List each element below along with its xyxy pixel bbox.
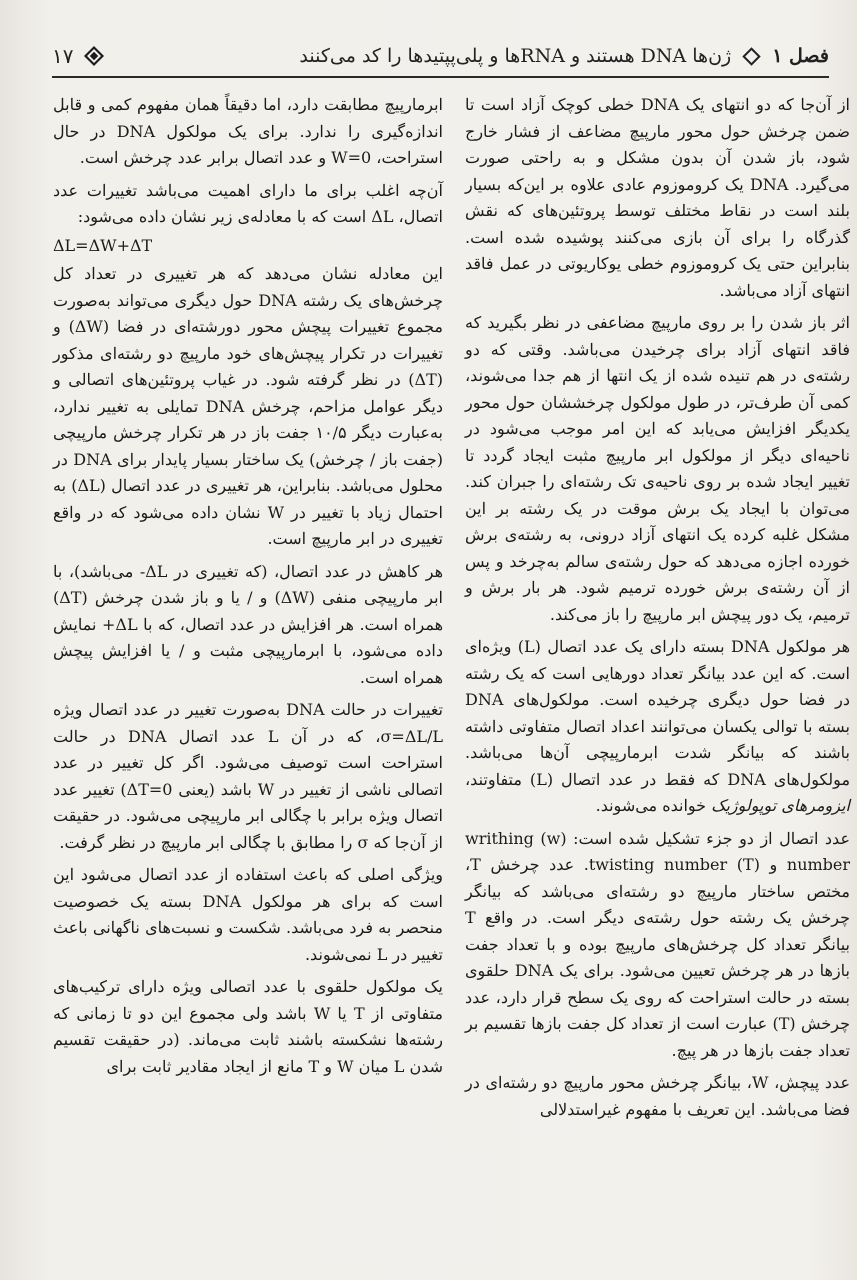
- paragraph: [465, 634, 850, 820]
- diamond-outline-icon: [743, 47, 761, 65]
- paragraph: یک مولکول حلقوی با عدد اتصالی ویژه دارای ترکیب‌های متفاوتی از T یا W باشد ولی مجموع این دو تا زمانی که رشته‌ها نشکسته باشند ثابت می‌ماند. (در حقیقت تقسیم شدن L میان W و T مانع از ایجاد مقادیر ثابت برای: [53, 977, 444, 1076]
- paragraph-text: خوانده می‌شوند.: [595, 796, 707, 815]
- paragraph-text: هر مولکول DNA بسته دارای یک عدد اتصال (L) ویژه‌ای است. که این عدد بیانگر تعداد دورهایی است که یک رشته در فضا حول دیگری چرخیده است. مولکول‌های DNA بسته با توالی یکسان می‌توانند اعداد اتصال متفاوتی داشته باشند که بیانگر شدت ابرمارپیچی آن‌ها می‌باشد. مولکول‌های DNA که فقط در عدد اتصال (L) متفاوتند،: [465, 637, 851, 789]
- paragraph: آن‌چه اغلب برای ما دارای اهمیت می‌باشد تغییرات عدد اتصال، ΔL است که با معادله‌ی زیر نشان داده می‌شود:: [53, 180, 443, 226]
- running-title: ژن‌ها DNA هستند و RNAها و پلی‌پپتیدها را کد می‌کنند: [299, 45, 732, 67]
- header-rule: [52, 76, 829, 78]
- paragraph: ابرمارپیچ مطابقت دارد، اما دقیقاً همان مفهوم کمی و قابل اندازه‌گیری را ندارد. برای یک مولکول DNA در حال استراحت، W=0 و عدد اتصال برابر عدد چرخش است.: [53, 95, 443, 167]
- diamond-filled-icon: [85, 46, 105, 66]
- equation: ΔL=ΔW+ΔT: [53, 235, 153, 255]
- italic-term: ایزومرهای توپولوژیک: [711, 796, 850, 815]
- paragraph: اثر باز شدن را بر روی مارپیچ مضاعفی در نظر بگیرید که فاقد انتهای آزاد برای چرخیدن می‌باشد. وقتی که دو رشته‌ی در هم تنیده شده از یک انتها از هم جدا می‌شوند، کمی آن طرف‌تر، در طول مولکول چرخششان حول محور یکدیگر افزایش می‌یابد که این امر موجب می‌شود در ناحیه‌ای دیگر از مولکول ابر مارپیچ مثبت ایجاد گردد تا تغییر ایجاد شده بر روی ناحیه‌ی تک رشته‌ای را جبران کند. می‌توان با ایجاد یک برش موقت در یک رشته بر این مشکل غلبه کرده یک انتهای آزاد درونی، به رشته‌ی برش خورده اجازه می‌دهد که حول رشته‌ی سالم به‌چرخد و پس از آن رشته‌ی برش خورده ترمیم شود. هر بار برش و ترمیم، یک دور پیچش ابر مارپیچ را باز می‌کند.: [465, 313, 850, 624]
- running-header: [52, 38, 829, 74]
- chapter-label: فصل ۱: [772, 45, 829, 67]
- page-number-group: [52, 44, 101, 68]
- paragraph: عدد اتصال از دو جزء تشکیل شده است: (w) writhing number و (T) twisting number. عدد چرخش T، مختص ساختار مارپیچ دو رشته‌ای می‌باشد که بیانگر چرخش یک رشته حول رشته‌ی دیگر است. در واقع T بیانگر تعداد کل چرخش‌های مارپیچ بوده و با تعداد جفت بازها در هر چرخش تعیین می‌شود. برای یک DNA حلقوی بسته در حالت استراحت که روی یک سطح قرار دارد، عدد چرخش (T) عبارت است از تعداد کل جفت بازها تقسیم بر تعداد جفت بازها در هر پیچ.: [465, 828, 851, 1060]
- page-number: ۱۷: [52, 44, 74, 68]
- paragraph: ویژگی اصلی که باعث استفاده از عدد اتصال می‌شود این است که برای هر مولکول DNA بسته یک خصوصیت منحصر به فرد می‌باشد. شکست و نسبت‌های ناگهانی باعث تغییر در L نمی‌شوند.: [53, 865, 443, 964]
- left-column: [53, 92, 443, 1086]
- paragraph: هر کاهش در عدد اتصال، (که تغییری در ΔL- می‌باشد)، با ابر مارپیچی منفی (ΔW) و / یا و باز شدن چرخش (ΔT) همراه است. هر افزایش در عدد اتصال، که با ΔL+ نمایش داده می‌شود، با ابرمارپیچی مثبت و / یا افزایش پیچش همراه است.: [53, 561, 444, 687]
- paragraph: عدد پیچش، W، بیانگر چرخش محور مارپیچ دو رشته‌ای در فضا می‌باشد. این تعریف با مفهوم غیراستدلالی: [465, 1073, 850, 1119]
- right-column: [465, 92, 850, 1129]
- paragraph: تغییرات در حالت DNA به‌صورت تغییر در عدد اتصال ویژه σ=ΔL/L، که در آن L عدد اتصال DNA در حالت استراحت است توصیف می‌شود. اگر کل تغییر در عدد اتصالی ناشی از تغییر در W باشد (یعنی ΔT=0) تغییر عدد اتصال ویژه برابر با چگالی ابر مارپیچی می‌شود. در حقیقت از آن‌جا که σ را مطابق با چگالی ابر مارپیچ در نظر گرفت.: [53, 700, 444, 852]
- paragraph: از آن‌جا که دو انتهای یک DNA خطی کوچک آزاد است تا ضمن چرخش حول محور مارپیچ مضاعف از فشار خارج شود، باز شدن آن بدون مشکل و به راحتی صورت می‌گیرد. DNA یک کروموزوم عادی علاوه بر این‌که بسیار بلند است در نقاط مختلف توسط پروتئین‌های که نقش گذرگاه را برای آن بازی می‌کنند پوشیده شده است. بنابراین حتی یک کروموزوم خطی یوکاریوتی در عمل فاقد انتهای آزاد می‌باشد.: [465, 95, 850, 300]
- paragraph: این معادله نشان می‌دهد که هر تغییری در تعداد کل چرخش‌های یک رشته DNA حول دیگری می‌تواند به‌صورت مجموع تغییرات پیچش محور دورشته‌ای در فضا (ΔW) و تغییرات در تکرار پیچش‌های خود مارپیچ دو رشته‌ای مذکور (ΔT) در نظر گرفته شود. در غیاب پروتئین‌های اتصالی و دیگر عوامل مزاحم، چرخش DNA تمایلی به تغییر ندارد، به‌عبارت دیگر ۱۰/۵ جفت باز در هر تکرار چرخش مارپیچی (جفت باز / چرخش) یک ساختار بسیار پایدار برای DNA در محلول می‌باشد. بنابراین، هر تغییری در عدد اتصال (ΔL) به احتمال زیاد با تغییر در W نشان داده می‌شود که در واقع تغییری در ابر مارپیچ است.: [53, 264, 444, 548]
